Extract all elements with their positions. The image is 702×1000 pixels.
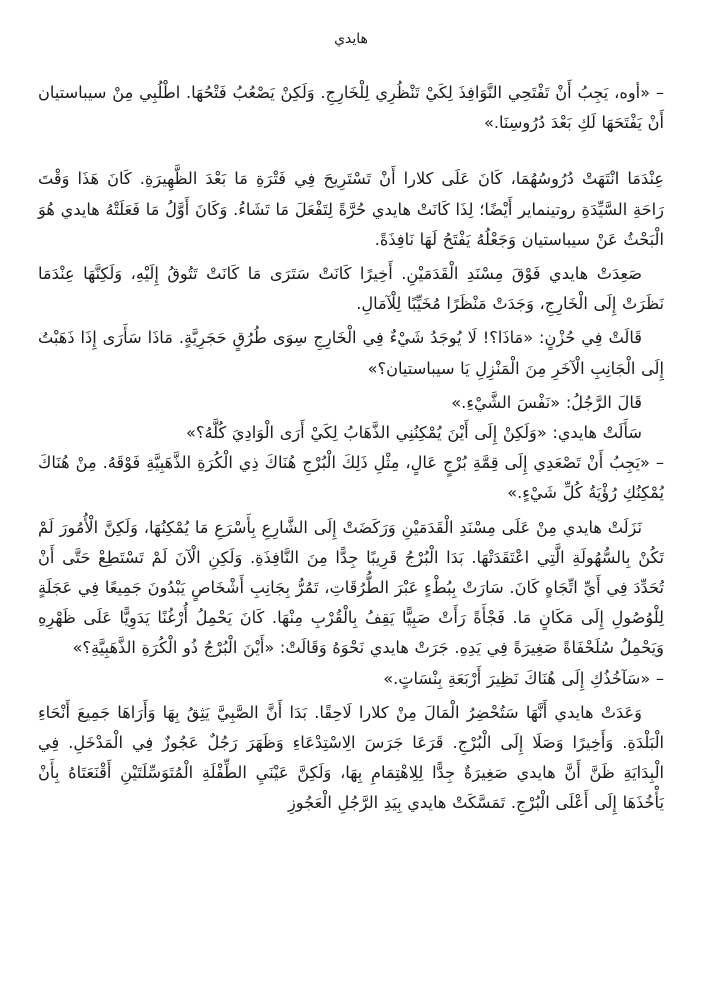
paragraph-4: قَالَتْ فِي حُزْنٍ: «مَاذَا؟! لَا يُوجَدُ شَيْءٌ فِي الْخَارِجِ سِوَى طُرُقٍ حَجَرِيَّةٍ. مَاذَا سَأَرَى إِذَا ذَهَبْتُ إِلَى الْجَانِبِ الْآخَرِ مِنَ الْمَنْزِلِ يَا سيباستيان؟» — [38, 328, 664, 378]
running-title: هايدي — [334, 31, 368, 47]
paragraph-8: نَزَلَتْ هايدي مِنْ عَلَى مِسْنَدِ الْقَدَمَيْنِ وَرَكَضَتْ إِلَى الشَّارِعِ بِأَسْرَعِ مَا يُمْكِنُهَا، وَلَكِنَّ الْأُمُورَ لَمْ تَكُنْ بِالسُّهُولَةِ الَّتِي اعْتَقَدَتْهَا. بَدَا الْبُرْجُ قَرِيبًا جِدًّا مِنَ النَّافِذَةِ. وَلَكِنِ الْآنَ لَمْ تَسْتَطِعْ حَتَّى أَنْ تُحَدِّدَ فِي أَيِّ اتِّجَاهٍ كَانَ. سَارَتْ بِبُطْءٍ عَبْرَ الطُّرُقَاتِ، تَمُرُّ بِجَانِبِ أَشْخَاصٍ يَبْدُونَ جَمِيعًا فِي عَجَلَةٍ لِلْوُصُولِ إِلَى مَكَانٍ مَا. فَجْأَةً رَأَتْ صَبِيًّا يَقِفُ بِالْقُرْبِ مِنْهَا. كَانَ يَحْمِلُ أُرْغُنًا يَدَوِيًّا عَلَى ظَهْرِهِ وَيَحْمِلُ سُلَحْفَاةً صَغِيرَةً فِي يَدِهِ. جَرَتْ هايدي نَحْوَهُ وَقَالَتْ: «أَيْنَ الْبُرْجُ ذُو الْكُرَةِ الذَّهَبِيَّةِ؟» — [38, 517, 664, 658]
paragraph-1: – «أوه، يَجِبُ أَنْ تَفْتَحِي النَّوَافِذَ لِكَيْ تَنْظُرِي لِلْخَارِجِ. وَلَكِنْ يَصْعُبُ فَتْحُهَا. اطْلُبِي مِنْ سيباستيان أَنْ يَفْتَحَهَا لَكِ بَعْدَ دُرُوسِنَا.» — [38, 83, 664, 133]
story-text — [38, 78, 664, 819]
paragraph-3: صَعِدَتْ هايدي فَوْقَ مِسْنَدِ الْقَدَمَيْنِ. أَخِيرًا كَانَتْ سَتَرَى مَا كَانَتْ تَتُوقُ إِلَيْهِ، وَلَكِنَّهَا عِنْدَمَا نَظَرَتْ إِلَى الْخَارِجِ، وَجَدَتْ مَنْظَرًا مُخَيِّبًا لِلْآمَالِ. — [38, 264, 664, 314]
paragraph-2: عِنْدَمَا انْتَهَتْ دُرُوسُهُمَا، كَانَ عَلَى كلارا أَنْ تَسْتَرِيحَ فِي فَتْرَةِ مَا بَعْدَ الظَّهِيرَةِ. كَانَ هَذَا وَقْتَ رَاحَةِ السَّيِّدَةِ روتينماير أَيْضًا؛ لِذَا كَانَتْ هايدي حُرَّةً لِتَفْعَلَ مَا تَشَاءُ. وَكَانَ أَوَّلُ مَا فَعَلَتْهُ هايدي هُوَ الْبَحْثُ عَنْ سيباستيان وَجَعْلُهُ يَفْتَحُ لَهَا نَافِذَةً. — [38, 169, 664, 249]
paragraph-6: سَأَلَتْ هايدي: «وَلَكِنْ إِلَى أَيْنَ يُمْكِنُنِي الذَّهَابُ لِكَيْ أَرَى الْوَادِيَ كُلَّهُ؟» — [186, 423, 642, 443]
paragraph-5: قَالَ الرَّجُلُ: «نَفْسَ الشَّيْءِ.» — [451, 392, 642, 412]
paragraph-10: وَعَدَتْ هايدي أَنَّهَا سَتُحْضِرُ الْمَالَ مِنْ كلارا لَاحِقًا. بَدَا أَنَّ الصَّبِيَّ يَثِقُ بِهَا وَأَرَاهَا جَمِيعَ أَنْحَاءِ الْبَلْدَةِ. وَأَخِيرًا وَصَلَا إِلَى الْبُرْجِ. قَرَعَا جَرَسَ الِاسْتِدْعَاءِ وَظَهَرَ رَجُلٌ عَجُوزٌ فِي الْمَدْخَلِ. فِي الْبِدَايَةِ ظَنَّ أَنَّ هايدي صَغِيرَةٌ جِدًّا لِلِاهْتِمَامِ بِهَا، وَلَكِنَّ عَيْنَيِ الطِّفْلَةِ الْمُتَوَسِّلَتَيْنِ أَقْنَعَتَاهُ بِأَنْ يَأْخُذَهَا إِلَى أَعْلَى الْبُرْجِ. تَمَسَّكَتْ هايدي بِيَدِ الرَّجُلِ الْعَجُوزِ — [38, 702, 664, 813]
paragraph-9: – «سَآخُذُكِ إِلَى هُنَاكَ نَظِيرَ أَرْبَعَةِ بِنْسَاتٍ.» — [383, 668, 664, 688]
paragraph-7: – «يَجِبُ أَنْ تَصْعَدِي إِلَى قِمَّةِ بُرْجٍ عَالٍ، مِثْلِ ذَلِكَ الْبُرْجِ هُنَاكَ ذِي الْكُرَةِ الذَّهَبِيَّةِ فَوْقَهُ. مِنْ هُنَاكَ يُمْكِنُكِ رُؤْيَةُ كُلِّ شَيْءٍ.» — [38, 453, 664, 503]
